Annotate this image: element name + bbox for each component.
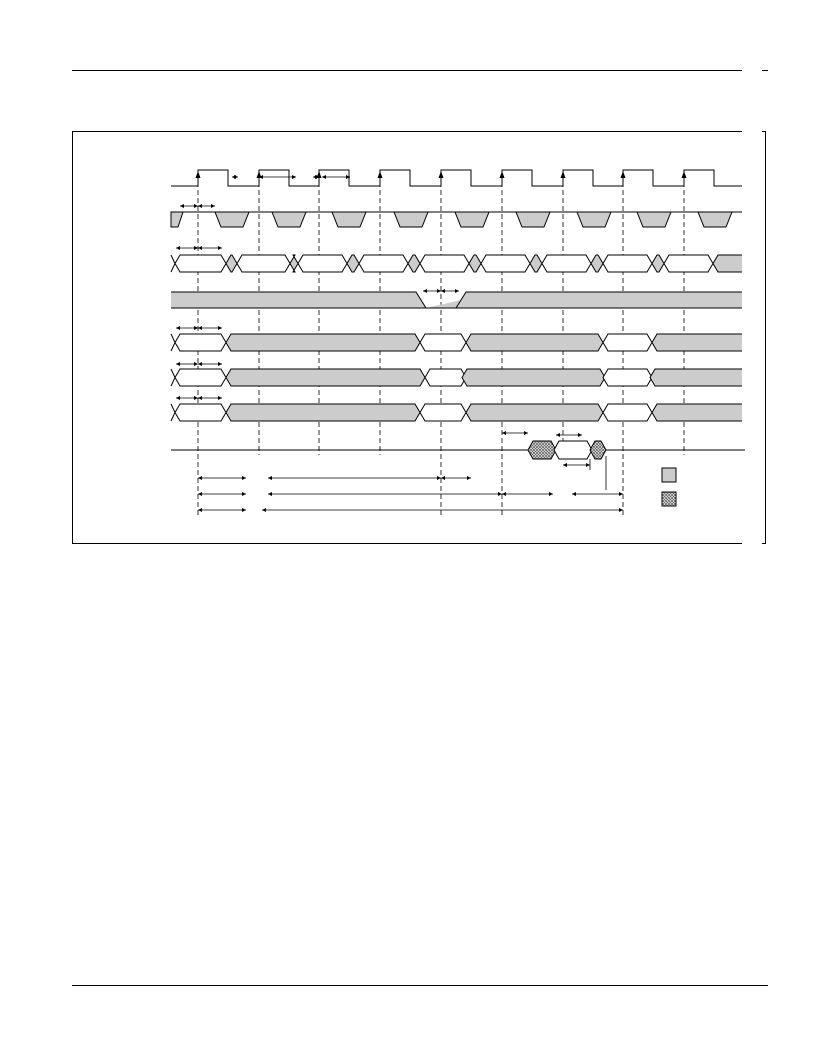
signal-bus-1: [171, 255, 745, 272]
clock-edge-arrow: [439, 171, 444, 178]
bus-invalid-segment: [530, 255, 542, 272]
signal-bus-4: [171, 0, 762, 1056]
strobe-pulse: [171, 212, 183, 227]
level-gray-right: [456, 292, 745, 308]
bus-invalid-segment: [652, 255, 664, 272]
bus-invalid-segment: [469, 255, 481, 272]
bus-valid-segment: [664, 255, 713, 272]
strobe-pulse: [272, 212, 306, 227]
bus-valid-segment: [420, 404, 466, 421]
signal-data: [171, 441, 745, 459]
signal-bus-2: [171, 0, 762, 1056]
bus-invalid-segment: [290, 255, 298, 272]
bus-invalid-segment: [652, 404, 749, 421]
bus-invalid-segment: [466, 334, 603, 351]
clock-edge-arrow: [561, 171, 566, 178]
data-valid-segment: [554, 441, 592, 459]
strobe-pulse: [215, 212, 249, 227]
bus-invalid-segment: [713, 255, 745, 272]
bus-valid-segment: [481, 255, 530, 272]
footer-rule: [72, 985, 768, 986]
signal-level: [171, 292, 745, 308]
clock-edge-arrow: [500, 171, 505, 178]
legend-swatch-hatched: [662, 492, 676, 506]
bus-entry: [171, 369, 175, 386]
clock-edge-arrow: [621, 171, 626, 178]
strobe-pulse: [394, 212, 428, 227]
bus-invalid-segment: [408, 255, 420, 272]
bus-valid-segment: [420, 255, 469, 272]
bus-entry: [171, 255, 175, 272]
strobe-pulse: [455, 212, 489, 227]
bus-valid-segment: [420, 334, 466, 351]
strobe-pulse: [516, 212, 550, 227]
bus-valid-segment: [542, 255, 591, 272]
bus-invalid-segment: [347, 255, 359, 272]
strobe-pulse: [577, 212, 611, 227]
bus-valid-segment: [237, 255, 290, 272]
data-invalid-segment: [528, 441, 556, 459]
bus-valid-segment: [175, 334, 226, 351]
bus-valid-segment: [603, 369, 652, 386]
bus-valid-segment: [425, 369, 466, 386]
bus-valid-segment: [603, 334, 652, 351]
bus-valid-segment: [175, 369, 226, 386]
signal-strobe: [171, 212, 745, 227]
level-gray-left: [171, 292, 416, 308]
legend: [662, 468, 676, 506]
data-invalid-segment: [590, 441, 606, 459]
bus-entry: [171, 334, 175, 351]
bus-valid-segment: [298, 255, 347, 272]
clock-edge-arrow: [196, 171, 201, 178]
strobe-pulse: [637, 212, 671, 227]
bus-valid-segment: [603, 404, 652, 421]
bus-valid-segment: [175, 404, 226, 421]
bus-invalid-segment: [226, 334, 420, 351]
bus-invalid-segment: [226, 369, 425, 386]
bus-invalid-segment: [226, 404, 420, 421]
bus-clip: [742, 0, 762, 1056]
clock-edge-arrow: [682, 171, 687, 178]
bus-invalid-segment: [650, 369, 749, 386]
strobe-pulse: [332, 212, 366, 227]
signal-clock: [171, 170, 745, 186]
bus-valid-segment: [175, 255, 226, 272]
bus-valid-segment: [603, 255, 652, 272]
bus-invalid-segment: [466, 404, 603, 421]
signal-bus-3: [171, 0, 762, 1056]
legend-swatch-gray: [662, 468, 676, 482]
clock-edge-arrow: [378, 171, 383, 178]
strobe-pulse: [698, 212, 732, 227]
bus-invalid-segment: [226, 255, 237, 272]
bus-invalid-segment: [652, 334, 749, 351]
bus-valid-segment: [359, 255, 408, 272]
bus-entry: [171, 404, 175, 421]
bus-invalid-segment: [462, 369, 605, 386]
bus-invalid-segment: [591, 255, 603, 272]
